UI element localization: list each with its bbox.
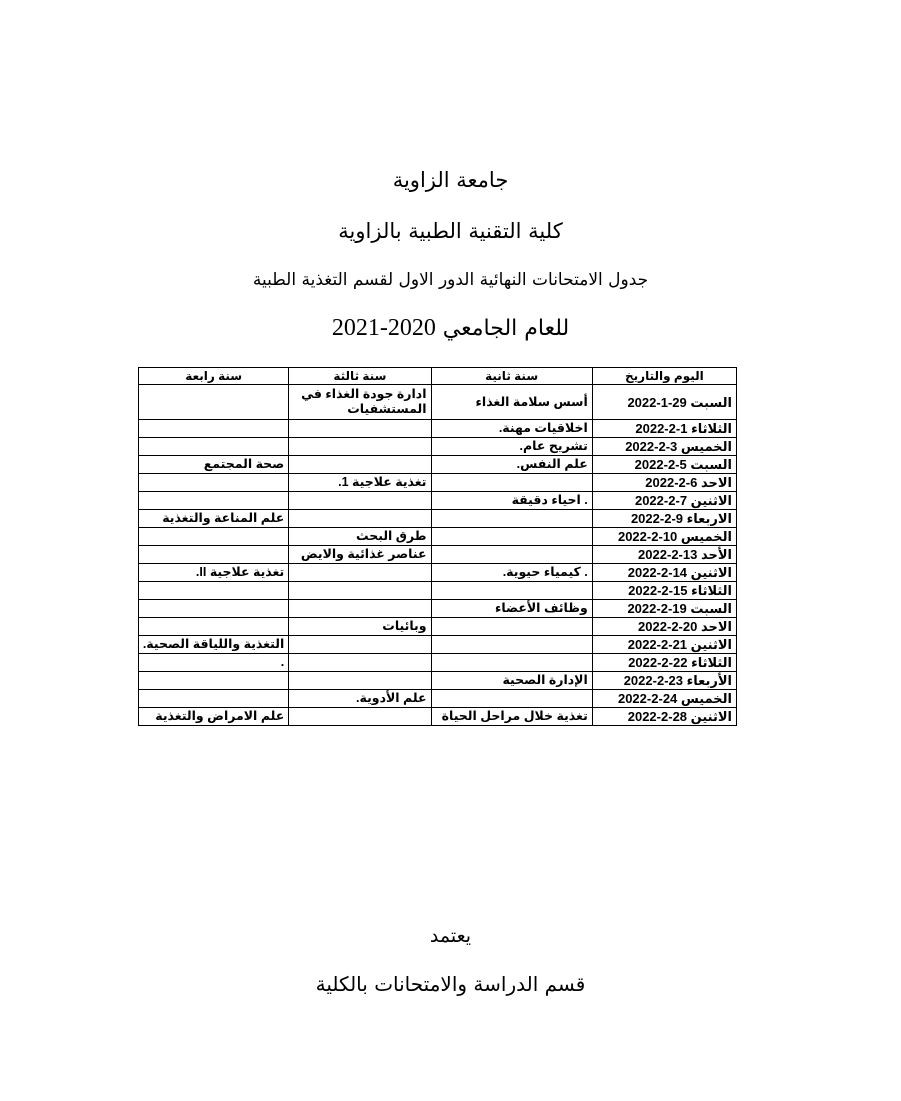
cell-year3: علم الأدوية. (289, 690, 431, 708)
cell-year4 (139, 618, 289, 636)
cell-day-date: السبت 5-2-2022 (592, 456, 736, 474)
cell-year3 (289, 708, 431, 726)
cell-year2 (431, 528, 592, 546)
cell-year3 (289, 438, 431, 456)
cell-year4 (139, 600, 289, 618)
college-name: كلية التقنية الطبية بالزاوية (338, 219, 563, 243)
cell-day-date: الثلاثاء 15-2-2022 (592, 582, 736, 600)
cell-year3 (289, 456, 431, 474)
schedule-body (139, 385, 737, 726)
cell-day-date: الخميس 24-2-2022 (592, 690, 736, 708)
cell-day-date: الاثنين 28-2-2022 (592, 708, 736, 726)
cell-year3 (289, 492, 431, 510)
table-row (139, 582, 737, 600)
cell-year2: الإدارة الصحية (431, 672, 592, 690)
cell-year2 (431, 654, 592, 672)
cell-year4: التغذية واللياقة الصحية. (139, 636, 289, 654)
cell-year4: تغذية علاجية II. (139, 564, 289, 582)
cell-year3 (289, 510, 431, 528)
cell-year3 (289, 582, 431, 600)
cell-year2: أسس سلامة الغذاء (431, 385, 592, 420)
table-row (139, 708, 737, 726)
cell-year2 (431, 582, 592, 600)
table-row (139, 654, 737, 672)
cell-year4 (139, 528, 289, 546)
table-row (139, 600, 737, 618)
table-row (139, 438, 737, 456)
table-row (139, 672, 737, 690)
cell-day-date: الاربعاء 9-2-2022 (592, 510, 736, 528)
cell-day-date: الأحد 13-2-2022 (592, 546, 736, 564)
cell-year2 (431, 510, 592, 528)
academic-year (0, 315, 901, 342)
cell-year3 (289, 654, 431, 672)
university-name: جامعة الزاوية (392, 168, 509, 192)
table-row (139, 528, 737, 546)
cell-year3 (289, 600, 431, 618)
cell-year3: طرق البحث (289, 528, 431, 546)
table-row (139, 492, 737, 510)
cell-year4 (139, 385, 289, 420)
cell-year2 (431, 546, 592, 564)
header-year4: سنة رابعة (139, 368, 289, 385)
cell-day-date: الاحد 20-2-2022 (592, 618, 736, 636)
header-year3: سنة ثالثة (289, 368, 431, 385)
table-header-row (139, 368, 737, 385)
cell-year2 (431, 690, 592, 708)
academic-year-prefix: للعام الجامعي (435, 316, 570, 341)
exam-schedule-table (138, 367, 737, 726)
cell-year3: ادارة جودة الغذاء في المستشفيات (289, 385, 431, 420)
cell-year2: اخلاقيات مهنة. (431, 420, 592, 438)
table-row (139, 618, 737, 636)
cell-year4 (139, 672, 289, 690)
cell-day-date: الاحد 6-2-2022 (592, 474, 736, 492)
cell-year4 (139, 438, 289, 456)
cell-year3 (289, 420, 431, 438)
cell-year4 (139, 582, 289, 600)
cell-year4: علم الامراض والتغذية (139, 708, 289, 726)
header-year2: سنة ثانية (431, 368, 592, 385)
cell-year2: تغذية خلال مراحل الحياة (431, 708, 592, 726)
cell-year4 (139, 474, 289, 492)
cell-day-date: الاثنين 14-2-2022 (592, 564, 736, 582)
cell-day-date: الخميس 3-2-2022 (592, 438, 736, 456)
table-row (139, 690, 737, 708)
approval-label: يعتمد (429, 925, 472, 947)
cell-day-date: السبت 19-2-2022 (592, 600, 736, 618)
cell-year2 (431, 474, 592, 492)
cell-year4 (139, 420, 289, 438)
table-row (139, 420, 737, 438)
cell-day-date: الثلاثاء 1-2-2022 (592, 420, 736, 438)
cell-year2: . احياء دقيقة (431, 492, 592, 510)
academic-year-range: 2020-2021 (331, 315, 436, 341)
cell-year2: . كيمياء حيوية. (431, 564, 592, 582)
cell-year4: . (139, 654, 289, 672)
table-row (139, 564, 737, 582)
table-row (139, 546, 737, 564)
cell-year3 (289, 564, 431, 582)
table-row (139, 510, 737, 528)
table-row (139, 636, 737, 654)
cell-day-date: الثلاثاء 22-2-2022 (592, 654, 736, 672)
cell-year4 (139, 492, 289, 510)
cell-year3: عناصر غذائية والايض (289, 546, 431, 564)
cell-year4: علم المناعة والتغذية (139, 510, 289, 528)
cell-year4 (139, 690, 289, 708)
cell-year2: تشريح عام. (431, 438, 592, 456)
table-row (139, 456, 737, 474)
table-row (139, 385, 737, 420)
schedule-title: جدول الامتحانات النهائية الدور الاول لقسم التغذية الطبية (252, 270, 649, 290)
cell-year4 (139, 546, 289, 564)
cell-year2 (431, 636, 592, 654)
header-day-date: اليوم والتاريخ (592, 368, 736, 385)
cell-year3: تغذية علاجية 1. (289, 474, 431, 492)
cell-year2 (431, 618, 592, 636)
cell-day-date: الاثنين 7-2-2022 (592, 492, 736, 510)
cell-day-date: الخميس 10-2-2022 (592, 528, 736, 546)
approving-department: قسم الدراسة والامتحانات بالكلية (315, 972, 586, 996)
cell-day-date: الاثنين 21-2-2022 (592, 636, 736, 654)
cell-year3: وبائيات (289, 618, 431, 636)
cell-year3 (289, 636, 431, 654)
cell-year2: علم النفس. (431, 456, 592, 474)
cell-day-date: الأربعاء 23-2-2022 (592, 672, 736, 690)
cell-year2: وظائف الأعضاء (431, 600, 592, 618)
cell-year3 (289, 672, 431, 690)
cell-year4: صحة المجتمع (139, 456, 289, 474)
cell-day-date: السبت 29-1-2022 (592, 385, 736, 420)
table-row (139, 474, 737, 492)
